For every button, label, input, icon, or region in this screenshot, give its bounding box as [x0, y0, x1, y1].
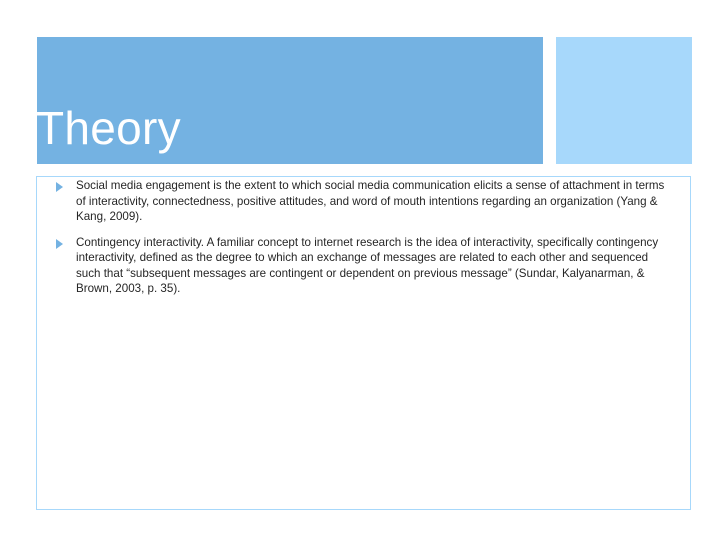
bullet-item — [53, 178, 675, 225]
triangle-bullet-icon — [56, 239, 63, 249]
bullet-item — [53, 235, 675, 297]
bullet-text: Contingency interactivity. A familiar concept to internet research is the idea of interactivity, specifically contingency interactivity, defined as the degree to which an exchange of messages are related to each other and sequenced such that “subsequent messages are contingent or dependent on previous message” (Sundar, Kalyanarman, & Brown, 2003, p. 35). — [76, 235, 659, 295]
bullet-list — [53, 178, 675, 307]
bullet-text: Social media engagement is the extent to which social media communication elicits a sense of attachment in terms of interactivity, connectedness, positive attitudes, and word of mouth intentions regarding an organization (Yang & Kang, 2009). — [76, 179, 665, 223]
slide-title: Theory — [36, 102, 181, 154]
triangle-bullet-icon — [56, 182, 63, 192]
title-banner-accent — [556, 37, 692, 164]
